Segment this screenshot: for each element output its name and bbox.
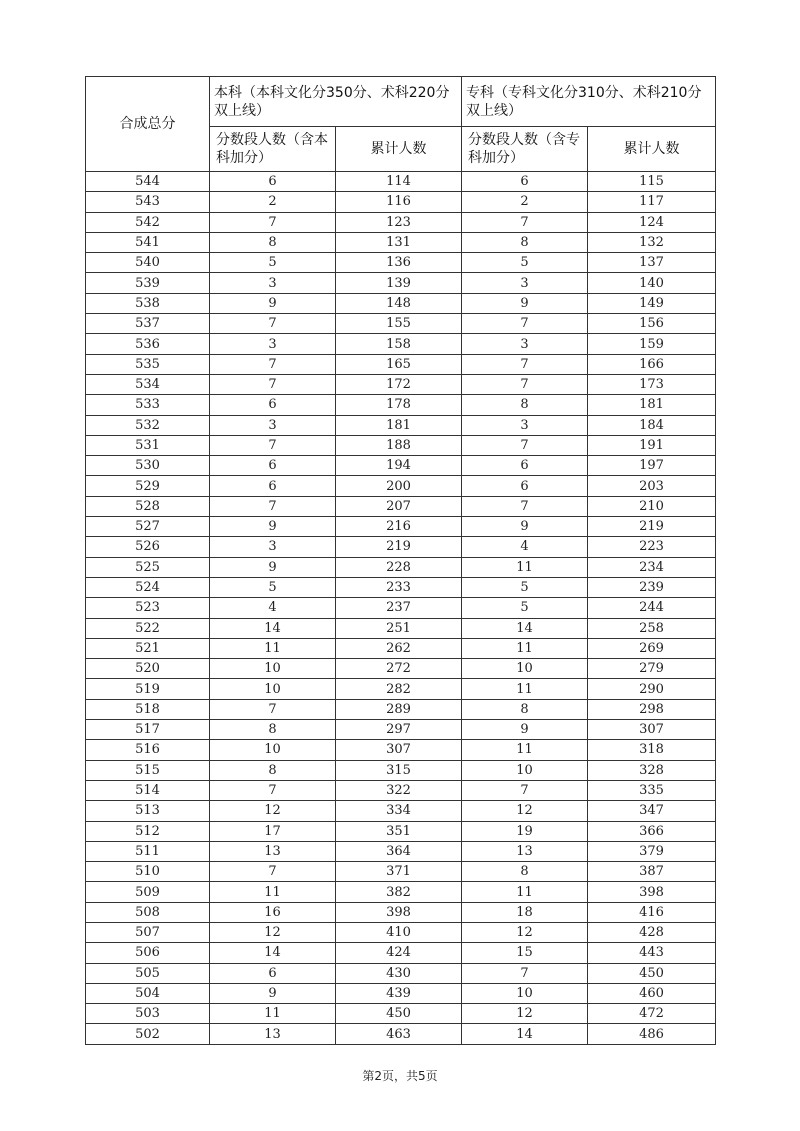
table-row [86, 963, 716, 983]
bk-cumulative-cell: 262 [336, 638, 462, 658]
zk-cumulative-cell: 258 [588, 618, 716, 638]
total-score-cell: 511 [86, 841, 210, 861]
bk-segment-cell: 6 [210, 172, 336, 192]
total-score-cell: 544 [86, 172, 210, 192]
bk-segment-cell: 7 [210, 496, 336, 516]
bk-segment-cell: 7 [210, 354, 336, 374]
bk-segment-cell: 7 [210, 699, 336, 719]
bk-cumulative-cell: 382 [336, 882, 462, 902]
zk-cumulative-cell: 234 [588, 557, 716, 577]
zk-cumulative-cell: 124 [588, 212, 716, 232]
bk-segment-cell: 7 [210, 314, 336, 334]
header-bk-segment: 分数段人数（含本科加分） [210, 127, 336, 172]
zk-cumulative-cell: 290 [588, 679, 716, 699]
bk-segment-cell: 3 [210, 334, 336, 354]
total-score-cell: 518 [86, 699, 210, 719]
zk-cumulative-cell: 398 [588, 882, 716, 902]
total-score-cell: 532 [86, 415, 210, 435]
bk-segment-cell: 3 [210, 415, 336, 435]
bk-segment-cell: 6 [210, 395, 336, 415]
bk-cumulative-cell: 172 [336, 374, 462, 394]
bk-cumulative-cell: 148 [336, 293, 462, 313]
total-score-cell: 530 [86, 456, 210, 476]
bk-cumulative-cell: 131 [336, 232, 462, 252]
zk-segment-cell: 10 [462, 983, 588, 1003]
table-row [86, 821, 716, 841]
total-score-cell: 509 [86, 882, 210, 902]
table-row [86, 841, 716, 861]
bk-cumulative-cell: 410 [336, 922, 462, 942]
zk-cumulative-cell: 347 [588, 801, 716, 821]
bk-segment-cell: 9 [210, 983, 336, 1003]
total-score-cell: 521 [86, 638, 210, 658]
zk-segment-cell: 9 [462, 720, 588, 740]
zk-cumulative-cell: 366 [588, 821, 716, 841]
bk-segment-cell: 9 [210, 517, 336, 537]
table-row [86, 659, 716, 679]
zk-segment-cell: 14 [462, 1024, 588, 1044]
zk-segment-cell: 5 [462, 598, 588, 618]
table-row [86, 232, 716, 252]
zk-cumulative-cell: 181 [588, 395, 716, 415]
zk-segment-cell: 8 [462, 862, 588, 882]
header-zk-group: 专科（专科文化分310分、术科210分双上线） [462, 77, 716, 127]
zk-segment-cell: 2 [462, 192, 588, 212]
zk-segment-cell: 7 [462, 780, 588, 800]
bk-segment-cell: 9 [210, 293, 336, 313]
bk-cumulative-cell: 136 [336, 253, 462, 273]
bk-cumulative-cell: 282 [336, 679, 462, 699]
bk-segment-cell: 12 [210, 801, 336, 821]
bk-cumulative-cell: 272 [336, 659, 462, 679]
zk-segment-cell: 8 [462, 699, 588, 719]
bk-segment-cell: 10 [210, 659, 336, 679]
zk-cumulative-cell: 184 [588, 415, 716, 435]
zk-segment-cell: 9 [462, 517, 588, 537]
zk-cumulative-cell: 159 [588, 334, 716, 354]
zk-segment-cell: 19 [462, 821, 588, 841]
table-row [86, 557, 716, 577]
table-row [86, 882, 716, 902]
total-score-cell: 505 [86, 963, 210, 983]
bk-cumulative-cell: 237 [336, 598, 462, 618]
table-row [86, 435, 716, 455]
bk-cumulative-cell: 155 [336, 314, 462, 334]
bk-segment-cell: 6 [210, 963, 336, 983]
total-score-cell: 524 [86, 577, 210, 597]
zk-cumulative-cell: 443 [588, 943, 716, 963]
zk-cumulative-cell: 223 [588, 537, 716, 557]
table-row [86, 801, 716, 821]
table-row [86, 760, 716, 780]
bk-cumulative-cell: 322 [336, 780, 462, 800]
table-row [86, 983, 716, 1003]
table-row [86, 293, 716, 313]
total-score-cell: 517 [86, 720, 210, 740]
score-table-container [85, 76, 715, 1045]
total-score-cell: 542 [86, 212, 210, 232]
zk-cumulative-cell: 318 [588, 740, 716, 760]
bk-cumulative-cell: 114 [336, 172, 462, 192]
table-row [86, 638, 716, 658]
table-row [86, 354, 716, 374]
zk-cumulative-cell: 115 [588, 172, 716, 192]
table-row [86, 476, 716, 496]
bk-segment-cell: 8 [210, 760, 336, 780]
zk-segment-cell: 7 [462, 354, 588, 374]
header-row-1 [86, 77, 716, 127]
total-score-cell: 507 [86, 922, 210, 942]
bk-segment-cell: 7 [210, 780, 336, 800]
bk-segment-cell: 2 [210, 192, 336, 212]
bk-cumulative-cell: 188 [336, 435, 462, 455]
total-score-cell: 506 [86, 943, 210, 963]
zk-cumulative-cell: 219 [588, 517, 716, 537]
bk-cumulative-cell: 297 [336, 720, 462, 740]
total-score-cell: 526 [86, 537, 210, 557]
zk-segment-cell: 8 [462, 395, 588, 415]
bk-segment-cell: 9 [210, 557, 336, 577]
bk-cumulative-cell: 424 [336, 943, 462, 963]
bk-cumulative-cell: 364 [336, 841, 462, 861]
page-footer: 第2页，共5页 [362, 1069, 438, 1083]
bk-segment-cell: 6 [210, 456, 336, 476]
bk-segment-cell: 11 [210, 638, 336, 658]
bk-cumulative-cell: 463 [336, 1024, 462, 1044]
bk-segment-cell: 7 [210, 212, 336, 232]
bk-cumulative-cell: 178 [336, 395, 462, 415]
bk-cumulative-cell: 123 [336, 212, 462, 232]
bk-segment-cell: 14 [210, 618, 336, 638]
total-score-cell: 502 [86, 1024, 210, 1044]
table-row [86, 1004, 716, 1024]
zk-segment-cell: 7 [462, 314, 588, 334]
total-score-cell: 503 [86, 1004, 210, 1024]
bk-cumulative-cell: 450 [336, 1004, 462, 1024]
total-score-cell: 525 [86, 557, 210, 577]
header-zk-cumulative: 累计人数 [588, 127, 716, 172]
total-score-cell: 529 [86, 476, 210, 496]
table-row [86, 740, 716, 760]
zk-cumulative-cell: 387 [588, 862, 716, 882]
zk-cumulative-cell: 298 [588, 699, 716, 719]
table-row [86, 314, 716, 334]
zk-segment-cell: 12 [462, 801, 588, 821]
bk-cumulative-cell: 430 [336, 963, 462, 983]
zk-cumulative-cell: 239 [588, 577, 716, 597]
total-score-cell: 510 [86, 862, 210, 882]
bk-cumulative-cell: 251 [336, 618, 462, 638]
bk-cumulative-cell: 200 [336, 476, 462, 496]
zk-segment-cell: 7 [462, 374, 588, 394]
table-row [86, 902, 716, 922]
total-score-cell: 531 [86, 435, 210, 455]
zk-cumulative-cell: 149 [588, 293, 716, 313]
total-score-cell: 513 [86, 801, 210, 821]
zk-cumulative-cell: 191 [588, 435, 716, 455]
table-row [86, 172, 716, 192]
bk-cumulative-cell: 116 [336, 192, 462, 212]
zk-cumulative-cell: 156 [588, 314, 716, 334]
zk-segment-cell: 3 [462, 334, 588, 354]
zk-cumulative-cell: 244 [588, 598, 716, 618]
zk-cumulative-cell: 279 [588, 659, 716, 679]
zk-cumulative-cell: 203 [588, 476, 716, 496]
zk-cumulative-cell: 450 [588, 963, 716, 983]
table-row [86, 618, 716, 638]
zk-segment-cell: 4 [462, 537, 588, 557]
bk-cumulative-cell: 165 [336, 354, 462, 374]
zk-cumulative-cell: 472 [588, 1004, 716, 1024]
bk-segment-cell: 8 [210, 720, 336, 740]
zk-segment-cell: 7 [462, 963, 588, 983]
header-bk-cumulative: 累计人数 [336, 127, 462, 172]
bk-segment-cell: 12 [210, 922, 336, 942]
total-score-cell: 515 [86, 760, 210, 780]
zk-segment-cell: 10 [462, 659, 588, 679]
bk-cumulative-cell: 194 [336, 456, 462, 476]
bk-cumulative-cell: 307 [336, 740, 462, 760]
bk-segment-cell: 4 [210, 598, 336, 618]
table-row [86, 395, 716, 415]
total-score-cell: 527 [86, 517, 210, 537]
total-score-cell: 537 [86, 314, 210, 334]
table-row [86, 862, 716, 882]
bk-cumulative-cell: 233 [336, 577, 462, 597]
table-row [86, 679, 716, 699]
bk-segment-cell: 5 [210, 253, 336, 273]
bk-segment-cell: 11 [210, 882, 336, 902]
table-row [86, 577, 716, 597]
bk-cumulative-cell: 181 [336, 415, 462, 435]
zk-segment-cell: 6 [462, 456, 588, 476]
header-zk-segment: 分数段人数（含专科加分） [462, 127, 588, 172]
total-score-cell: 538 [86, 293, 210, 313]
bk-segment-cell: 13 [210, 841, 336, 861]
zk-segment-cell: 15 [462, 943, 588, 963]
zk-segment-cell: 14 [462, 618, 588, 638]
zk-segment-cell: 13 [462, 841, 588, 861]
table-row [86, 253, 716, 273]
bk-segment-cell: 7 [210, 862, 336, 882]
bk-cumulative-cell: 315 [336, 760, 462, 780]
table-row [86, 517, 716, 537]
bk-segment-cell: 7 [210, 374, 336, 394]
zk-cumulative-cell: 132 [588, 232, 716, 252]
score-distribution-table [85, 76, 716, 1045]
total-score-cell: 512 [86, 821, 210, 841]
table-row [86, 415, 716, 435]
total-score-cell: 543 [86, 192, 210, 212]
bk-cumulative-cell: 398 [336, 902, 462, 922]
table-row [86, 943, 716, 963]
zk-cumulative-cell: 173 [588, 374, 716, 394]
bk-cumulative-cell: 207 [336, 496, 462, 516]
zk-cumulative-cell: 335 [588, 780, 716, 800]
zk-cumulative-cell: 197 [588, 456, 716, 476]
zk-segment-cell: 10 [462, 760, 588, 780]
zk-cumulative-cell: 269 [588, 638, 716, 658]
total-score-cell: 528 [86, 496, 210, 516]
total-score-cell: 540 [86, 253, 210, 273]
bk-cumulative-cell: 158 [336, 334, 462, 354]
zk-cumulative-cell: 428 [588, 922, 716, 942]
zk-segment-cell: 3 [462, 273, 588, 293]
header-bk-group: 本科（本科文化分350分、术科220分双上线） [210, 77, 462, 127]
table-row [86, 598, 716, 618]
bk-cumulative-cell: 334 [336, 801, 462, 821]
bk-segment-cell: 11 [210, 1004, 336, 1024]
bk-segment-cell: 16 [210, 902, 336, 922]
zk-cumulative-cell: 140 [588, 273, 716, 293]
zk-segment-cell: 12 [462, 1004, 588, 1024]
header-total-score: 合成总分 [86, 77, 210, 172]
total-score-cell: 533 [86, 395, 210, 415]
zk-cumulative-cell: 137 [588, 253, 716, 273]
bk-segment-cell: 6 [210, 476, 336, 496]
bk-cumulative-cell: 216 [336, 517, 462, 537]
total-score-cell: 539 [86, 273, 210, 293]
zk-segment-cell: 11 [462, 638, 588, 658]
zk-cumulative-cell: 486 [588, 1024, 716, 1044]
bk-cumulative-cell: 439 [336, 983, 462, 1003]
zk-segment-cell: 5 [462, 253, 588, 273]
table-row [86, 496, 716, 516]
zk-cumulative-cell: 460 [588, 983, 716, 1003]
zk-cumulative-cell: 166 [588, 354, 716, 374]
bk-cumulative-cell: 139 [336, 273, 462, 293]
zk-cumulative-cell: 210 [588, 496, 716, 516]
zk-segment-cell: 11 [462, 679, 588, 699]
zk-segment-cell: 7 [462, 496, 588, 516]
total-score-cell: 520 [86, 659, 210, 679]
zk-segment-cell: 6 [462, 172, 588, 192]
zk-cumulative-cell: 328 [588, 760, 716, 780]
zk-segment-cell: 5 [462, 577, 588, 597]
zk-cumulative-cell: 416 [588, 902, 716, 922]
bk-segment-cell: 7 [210, 435, 336, 455]
bk-segment-cell: 3 [210, 537, 336, 557]
zk-segment-cell: 3 [462, 415, 588, 435]
total-score-cell: 514 [86, 780, 210, 800]
bk-cumulative-cell: 371 [336, 862, 462, 882]
zk-segment-cell: 12 [462, 922, 588, 942]
table-row [86, 212, 716, 232]
bk-segment-cell: 5 [210, 577, 336, 597]
bk-segment-cell: 10 [210, 679, 336, 699]
bk-cumulative-cell: 228 [336, 557, 462, 577]
total-score-cell: 534 [86, 374, 210, 394]
zk-segment-cell: 7 [462, 212, 588, 232]
bk-segment-cell: 13 [210, 1024, 336, 1044]
zk-segment-cell: 6 [462, 476, 588, 496]
table-row [86, 720, 716, 740]
total-score-cell: 541 [86, 232, 210, 252]
table-row [86, 922, 716, 942]
bk-cumulative-cell: 351 [336, 821, 462, 841]
total-score-cell: 522 [86, 618, 210, 638]
total-score-cell: 508 [86, 902, 210, 922]
table-row [86, 699, 716, 719]
zk-segment-cell: 7 [462, 435, 588, 455]
table-row [86, 1024, 716, 1044]
bk-segment-cell: 3 [210, 273, 336, 293]
table-row [86, 780, 716, 800]
zk-segment-cell: 8 [462, 232, 588, 252]
total-score-cell: 535 [86, 354, 210, 374]
zk-segment-cell: 11 [462, 882, 588, 902]
total-score-cell: 523 [86, 598, 210, 618]
total-score-cell: 536 [86, 334, 210, 354]
zk-cumulative-cell: 117 [588, 192, 716, 212]
bk-cumulative-cell: 219 [336, 537, 462, 557]
table-row [86, 456, 716, 476]
table-row [86, 273, 716, 293]
bk-segment-cell: 14 [210, 943, 336, 963]
total-score-cell: 516 [86, 740, 210, 760]
table-row [86, 537, 716, 557]
table-row [86, 192, 716, 212]
table-row [86, 374, 716, 394]
zk-segment-cell: 18 [462, 902, 588, 922]
zk-segment-cell: 9 [462, 293, 588, 313]
table-row [86, 334, 716, 354]
zk-cumulative-cell: 307 [588, 720, 716, 740]
bk-segment-cell: 10 [210, 740, 336, 760]
total-score-cell: 504 [86, 983, 210, 1003]
bk-segment-cell: 17 [210, 821, 336, 841]
table-body [86, 172, 716, 1045]
bk-cumulative-cell: 289 [336, 699, 462, 719]
bk-segment-cell: 8 [210, 232, 336, 252]
zk-segment-cell: 11 [462, 557, 588, 577]
zk-cumulative-cell: 379 [588, 841, 716, 861]
zk-segment-cell: 11 [462, 740, 588, 760]
total-score-cell: 519 [86, 679, 210, 699]
